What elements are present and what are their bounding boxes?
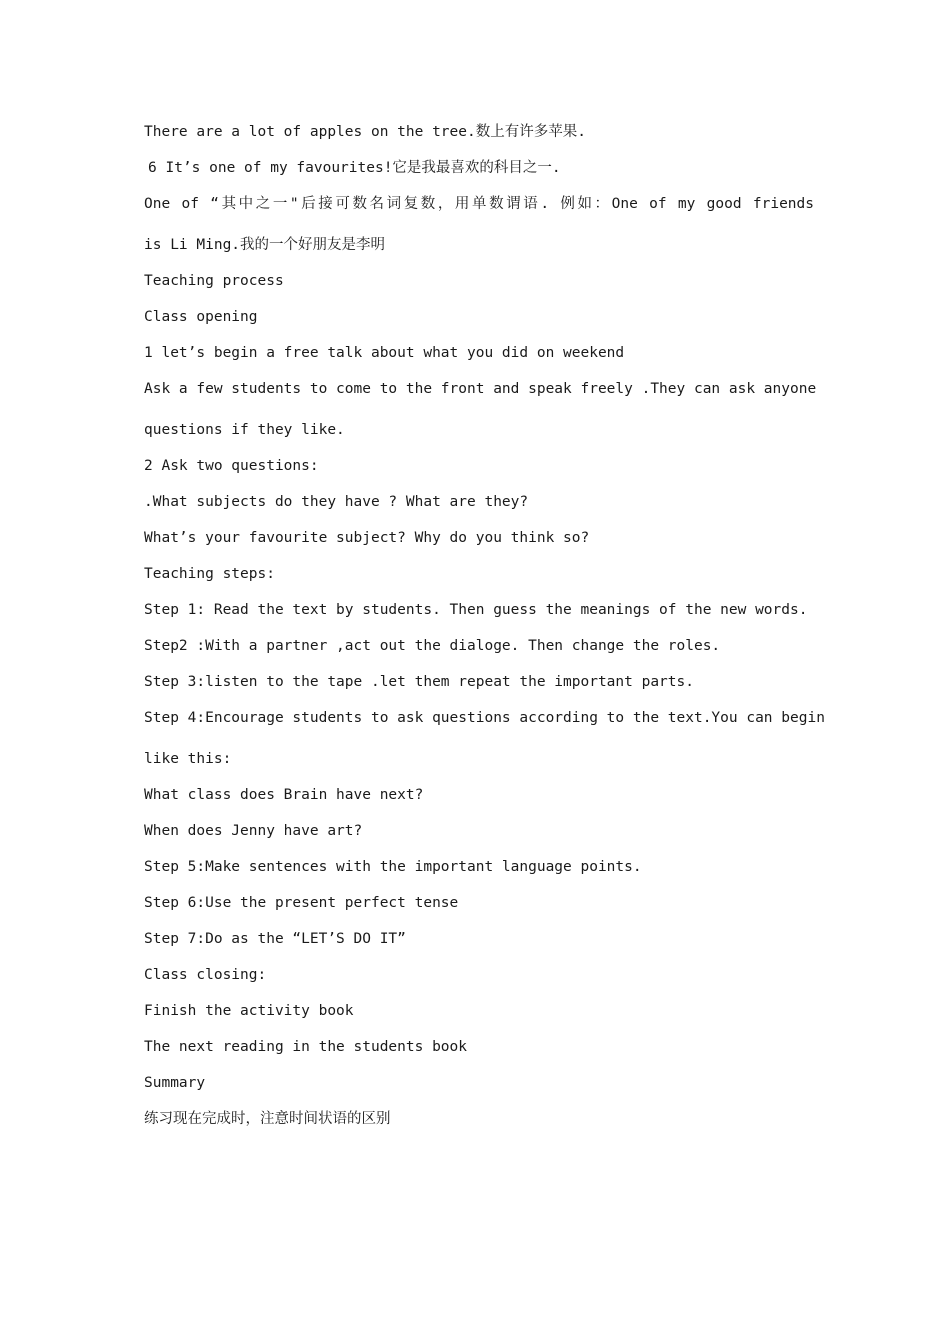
text-paragraph (144, 194, 814, 255)
text-line: Ask a few students to come to the front and speak freely .They can ask anyone (144, 381, 817, 397)
step-item (144, 708, 825, 769)
text-line: Finish the activity book (144, 1003, 354, 1019)
text-line: 6 It’s one of my favourites!它是我最喜欢的科目之一. (148, 160, 561, 176)
text-line: like this: (144, 751, 232, 767)
section-heading: Teaching process (144, 273, 284, 289)
document-page (144, 122, 825, 1145)
step-item: Step 1: Read the text by students. Then guess the meanings of the new words. (144, 602, 808, 618)
text-line: is Li Ming.我的一个好朋友是李明 (144, 237, 386, 253)
text-line: questions if they like. (144, 422, 345, 438)
text-line: One of “其中之一"后接可数名词复数，用单数谓语. 例如：One of my good friends (144, 196, 814, 212)
section-heading: Summary (144, 1075, 206, 1091)
text-line: The next reading in the students book (144, 1039, 468, 1055)
step-item: Step2 :With a partner ,act out the dialoge. Then change the roles. (144, 638, 721, 654)
step-item: Step 3:listen to the tape .let them repeat the important parts. (144, 674, 694, 690)
step-item: Step 7:Do as the “LET’S DO IT” (144, 931, 406, 947)
section-heading: Class closing: (144, 967, 267, 983)
text-line: What’s your favourite subject? Why do you think so? (144, 530, 590, 546)
text-line: 1 let’s begin a free talk about what you did on weekend (144, 345, 625, 361)
step-item: Step 6:Use the present perfect tense (144, 895, 459, 911)
text-line: Step 4:Encourage students to ask questions according to the text.You can begin (144, 710, 825, 726)
text-line: When does Jenny have art? (144, 823, 363, 839)
text-line: 2 Ask two questions: (144, 458, 319, 474)
section-heading: Teaching steps: (144, 566, 275, 582)
text-line: There are a lot of apples on the tree.数上有许多苹果. (144, 124, 586, 140)
section-heading: Class opening (144, 309, 258, 325)
text-line: 练习现在完成时，注意时间状语的区别 (144, 1111, 391, 1127)
step-item: Step 5:Make sentences with the important language points. (144, 859, 642, 875)
text-paragraph (144, 379, 817, 440)
text-line: .What subjects do they have ? What are they? (144, 494, 529, 510)
text-line: What class does Brain have next? (144, 787, 424, 803)
